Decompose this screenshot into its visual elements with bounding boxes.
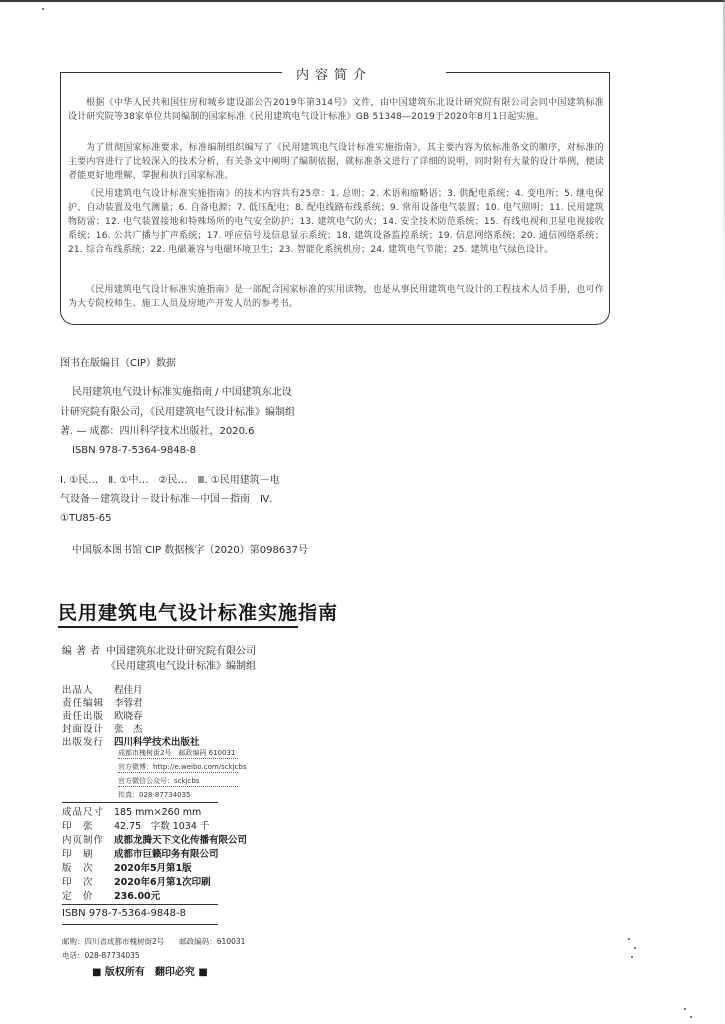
title-rule <box>58 626 298 628</box>
cip-isbn: ISBN 978-7-5364-9848-8 <box>72 445 196 456</box>
specs-top-rule <box>62 802 218 803</box>
staff-value: 李蓉君 <box>114 698 143 709</box>
staff-label: 出品人 <box>62 685 94 696</box>
intro-title: 内容简介 <box>296 68 373 83</box>
staff-value: 欧晓春 <box>114 711 143 722</box>
spec-value: 成都龙腾天下文化传播有限公司 <box>114 835 248 846</box>
staff-label: 责任出版 <box>62 711 105 722</box>
spec-value: 185 mm×260 mm <box>114 807 202 818</box>
publisher-weibo: 官方微博：http://e.weibo.com/sckjcbs <box>118 763 247 771</box>
scan-speck <box>690 1016 692 1018</box>
spec-row <box>62 804 201 818</box>
cip-subject-2: 气设备－建筑设计－设计标准－中国－指南 Ⅳ. <box>60 494 273 505</box>
staff-label: 封面设计 <box>62 724 105 735</box>
cip-line-1: 民用建筑电气设计标准实施指南 / 中国建筑东北设 <box>72 387 292 398</box>
dotted-rule <box>118 772 238 773</box>
spec-row <box>62 888 160 902</box>
staff-label: 出版发行 <box>62 737 105 748</box>
mail-order-line: 邮购：四川省成都市槐树街2号 邮政编码：610031 <box>62 937 246 946</box>
spec-row <box>62 846 219 860</box>
copyright-notice: ■ 版权所有 翻印必究 ■ <box>92 967 208 978</box>
scan-speck <box>628 938 630 940</box>
publisher-fax: 传真：028-87734035 <box>118 791 191 799</box>
spec-value: 2020年5月第1版 <box>114 863 192 874</box>
spec-row <box>62 874 211 888</box>
staff-row <box>62 708 143 722</box>
phone-line: 电话：028-87734035 <box>62 951 140 960</box>
staff-value: 张 杰 <box>114 724 143 735</box>
spec-label: 版 次 <box>62 863 94 874</box>
publisher-name: 四川科学技术出版社 <box>114 737 200 748</box>
book-title: 民用建筑电气设计标准实施指南 <box>58 602 339 624</box>
staff-row <box>62 734 200 748</box>
intro-paragraph-4: 《民用建筑电气设计标准实施指南》是一部配合国家标准的实用读物，也是从事民用建筑电气设计的工程技术人员手册，也可作为大专院校师生、施工人员及房地产开发人员的参考书。 <box>68 285 604 309</box>
cip-heading: 图书在版编目（CIP）数据 <box>60 358 176 369</box>
spec-label: 成品尺寸 <box>62 807 105 818</box>
isbn-bottom-rule <box>62 924 218 925</box>
intro-box-rule-right <box>446 72 610 73</box>
scan-top-edge <box>0 0 725 2</box>
publisher-wechat: 官方微信公众号：sckjcbs <box>118 777 200 785</box>
spec-label: 定 价 <box>62 891 94 902</box>
staff-row <box>62 682 143 696</box>
spec-label: 印 次 <box>62 877 94 888</box>
editor-2: 《民用建筑电气设计标准》编制组 <box>106 661 256 672</box>
staff-row <box>62 695 143 709</box>
spec-row <box>62 818 209 832</box>
staff-row <box>62 721 143 735</box>
dotted-rule <box>118 786 238 787</box>
scan-speck <box>631 956 633 958</box>
scan-speck <box>684 1008 686 1010</box>
cip-line-3: 著. — 成都：四川科学技术出版社，2020.6 <box>60 426 255 437</box>
editor-1: 中国建筑东北设计研究院有限公司 <box>106 646 256 657</box>
spec-value: 42.75 字数 1034 千 <box>114 821 210 832</box>
cip-subject-3: ①TU85-65 <box>60 513 112 524</box>
spec-row <box>62 860 192 874</box>
dotted-rule <box>118 758 238 759</box>
isbn-top-rule <box>62 904 218 905</box>
intro-paragraph-1: 根据《中华人民共和国住房和城乡建设部公告2019年第314号》文件，由中国建筑东北设计研究院有限公司会同中国建筑标准设计研究院等38家单位共同编制的国家标准《民用建筑电气设计标准》GB 51348—2019于2020年8月1日起实施。 <box>68 98 604 122</box>
intro-paragraph-3: 《民用建筑电气设计标准实施指南》的技术内容共有25章：1. 总则；2. 术语和缩略语；3. 供配电系统；4. 变电所；5. 继电保护、自动装置及电气测量；6. 自备电源；7. 低压配电；8. 配电线路布线系统；9. 常用设备电气装置；10. 电气照明；11. 民用建筑物防雷；12. 电气装置接地和特殊场所的电气安全防护；13. 建筑电气防火；14. 安全技术防范系统；15. 有线电视和卫星电视接收系统；16. 公共广播与扩声系统；17. 呼应信号及信息显示系统；18. 建筑设备监控系统；19. 信息网络系统；20. 通信网络系统；21. 综合布线系统；22. 电磁兼容与电磁环境卫生；23. 智能化系统机房；24. 建筑电气节能；25. 建筑电气绿色设计。 <box>68 189 604 255</box>
staff-value: 程佳月 <box>114 685 143 696</box>
cip-subject-1: Ⅰ. ①民… Ⅱ. ①中… ②民… Ⅲ. ①民用建筑－电 <box>60 475 280 486</box>
scan-speck <box>42 8 44 10</box>
spec-value: 成都市巨籁印务有限公司 <box>114 849 219 860</box>
cip-line-2: 计研究院有限公司，《民用建筑电气设计标准》编制组 <box>60 407 295 418</box>
intro-paragraph-2: 为了贯彻国家标准要求，标准编制组织编写了《民用建筑电气设计标准实施指南》，其主要内容为依标准条文的顺序，对标准的主要内容进行了比较深入的技术分析，有关条文中阐明了编制依据，就标准条文进行了详细的说明，同时附有大量的设计举例，便读者能更好地理解、掌握和执行国家标准。 <box>68 143 604 181</box>
cip-library-note: 中国版本图书馆 CIP 数据核字（2020）第098637号 <box>72 545 308 556</box>
spec-row <box>62 832 247 846</box>
isbn-number: ISBN 978-7-5364-9848-8 <box>62 908 186 919</box>
scan-speck <box>634 947 636 949</box>
spec-label: 印 张 <box>62 821 94 832</box>
spec-value: 236.00元 <box>114 891 161 902</box>
publisher-address: 成都市槐树街2号 邮政编码 610031 <box>118 749 236 757</box>
editor-label: 编著者 <box>62 646 104 657</box>
spec-label: 内页制作 <box>62 835 105 846</box>
staff-label: 责任编辑 <box>62 698 105 709</box>
intro-box-rule-left <box>60 72 282 73</box>
spec-value: 2020年6月第1次印刷 <box>114 877 211 888</box>
spec-label: 印 刷 <box>62 849 94 860</box>
